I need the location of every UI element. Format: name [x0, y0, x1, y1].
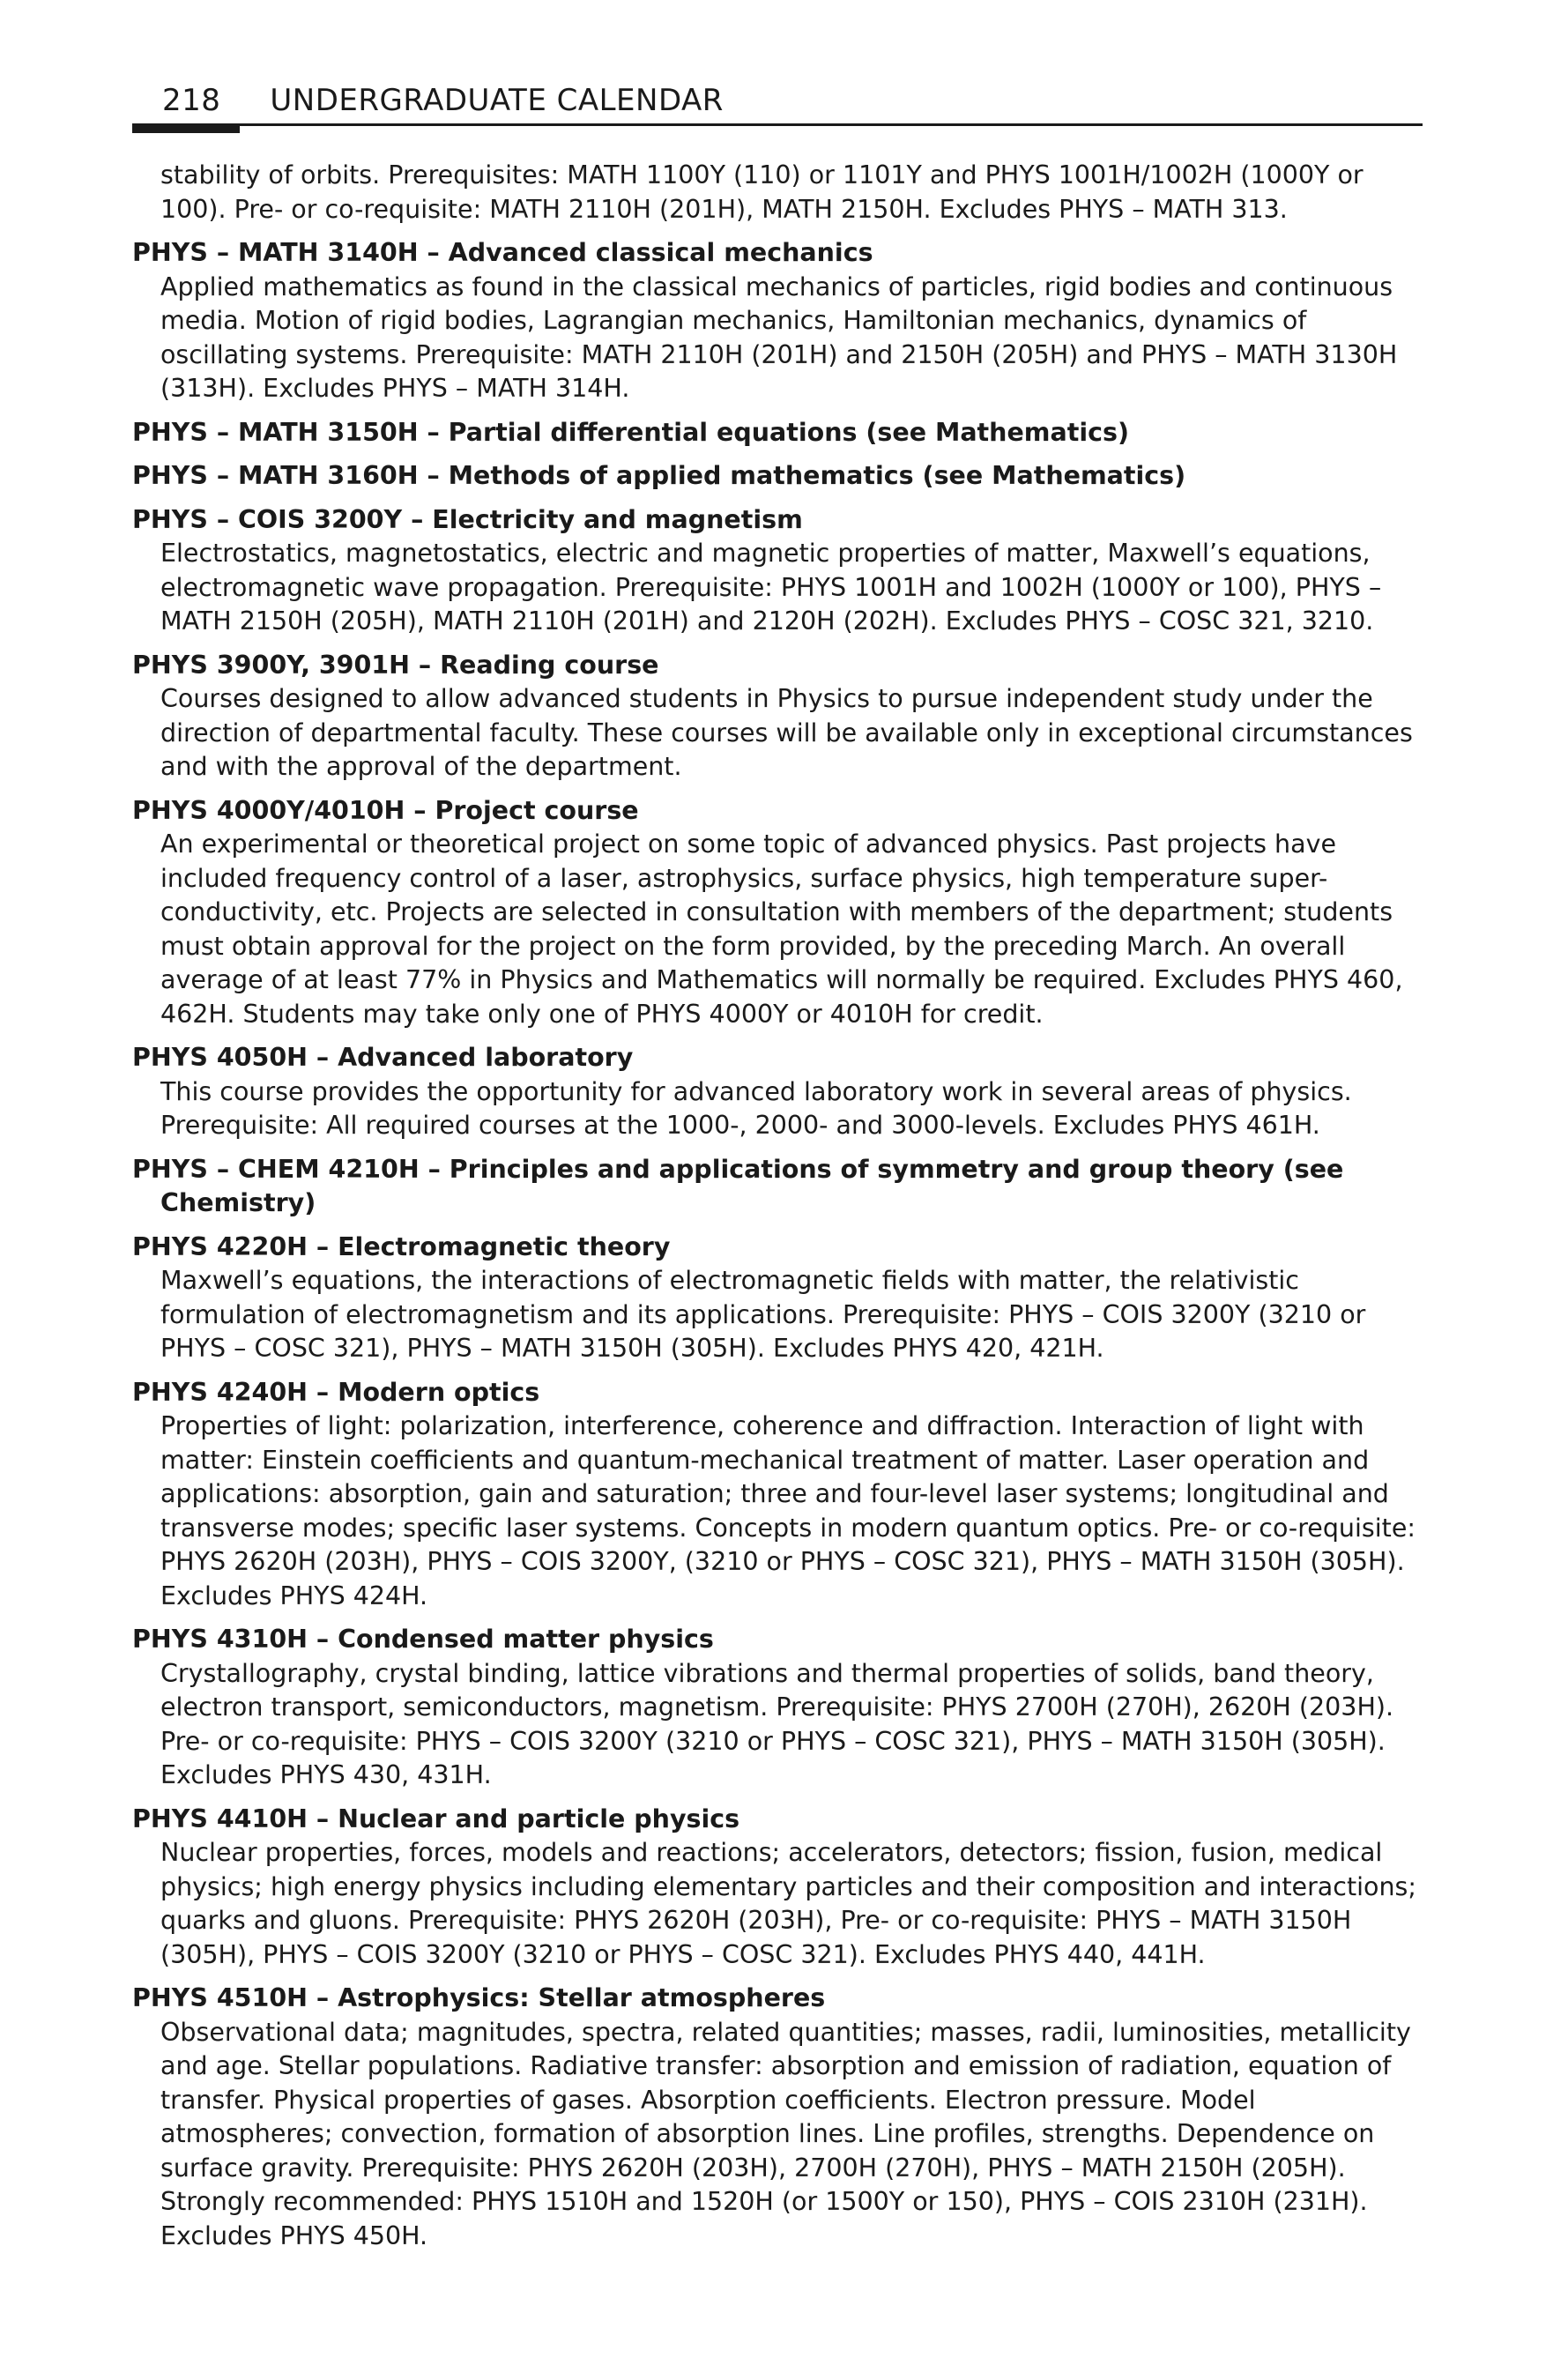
course-description: Properties of light: polarization, interference, coherence and diffraction. Interaction of light with matter: Einstein coefficients and quantum-mechanical treatment of matter. Laser operation and applications: absorption, gain and saturation; three and four-level laser systems; longitudinal and transverse modes; specific laser systems. Concepts in modern quantum optics. Pre- or co-requisite: PHYS 2620H (203H), PHYS – COIS 3200Y, (3210 or PHYS – COSC 321), PHYS – MATH 3150H (305H). Excludes PHYS 424H. [160, 1411, 1416, 1610]
course-description: Nuclear properties, forces, models and reactions; accelerators, detectors; fission, fusion, medical physics; high energy physics including elementary particles and their composition and interactions; quarks and gluons. Prerequisite: PHYS 2620H (203H), Pre- or co-requisite: PHYS – MATH 3150H (305H), PHYS – COIS 3200Y (3210 or PHYS – COSC 321). Excludes PHYS 440, 441H. [160, 1838, 1416, 1969]
course-entry [132, 1623, 1423, 1793]
course-description: An experimental or theoretical project on some topic of advanced physics. Past projects have included frequency control of a laser, astrophysics, surface physics, high temperature super-conductivity, etc. Projects are selected in consultation with members of the department; students must obtain approval for the project on the form provided, by the preceding March. An overall average of at least 77% in Physics and Mathematics will normally be required. Excludes PHYS 460, 462H. Students may take only one of PHYS 4000Y or 4010H for credit. [160, 829, 1403, 1029]
course-description: Crystallography, crystal binding, lattice vibrations and thermal properties of solids, band theory, electron transport, semiconductors, magnetism. Prerequisite: PHYS 2700H (270H), 2620H (203H). Pre- or co-requisite: PHYS – COIS 3200Y (3210 or PHYS – COSC 321), PHYS – MATH 3150H (305H). Excludes PHYS 430, 431H. [160, 1658, 1394, 1789]
course-title: PHYS – COIS 3200Y – Electricity and magnetism [132, 504, 803, 534]
course-title: PHYS 4050H – Advanced laboratory [132, 1043, 634, 1072]
course-entry [132, 1041, 1423, 1143]
course-entry [132, 794, 1423, 1032]
course-title: PHYS 4410H – Nuclear and particle physics [132, 1804, 740, 1833]
course-list [132, 236, 1423, 2253]
course-title: PHYS – MATH 3150H – Partial differential equations (see Mathematics) [132, 417, 1129, 447]
course-description: Courses designed to allow advanced students in Physics to pursue independent study under the direction of departmental faculty. These courses will be available only in exceptional circumstances and with the approval of the department. [160, 684, 1413, 781]
course-entry [132, 236, 1423, 406]
course-title: PHYS – MATH 3160H – Methods of applied mathematics (see Mathematics) [132, 461, 1186, 490]
course-entry [132, 416, 1423, 450]
course-title: PHYS 4510H – Astrophysics: Stellar atmospheres [132, 1983, 826, 2012]
course-entry [132, 1231, 1423, 1366]
course-description: Electrostatics, magnetostatics, electric and magnetic properties of matter, Maxwell’s equations, electromagnetic wave propagation. Prerequisite: PHYS 1001H and 1002H (1000Y or 100), PHYS – MATH 2150H (205H), MATH 2110H (201H) and 2120H (202H). Excludes PHYS – COSC 321, 3210. [160, 539, 1382, 636]
course-listing [132, 159, 1423, 2253]
course-title: PHYS 3900Y, 3901H – Reading course [132, 650, 659, 680]
course-entry [132, 1803, 1423, 1973]
header-rule [132, 123, 1423, 126]
course-description: Maxwell’s equations, the interactions of electromagnetic fields with matter, the relativistic formulation of electromagnetism and its applications. Prerequisite: PHYS – COIS 3200Y (3210 or PHYS – COSC 321), PHYS – MATH 3150H (305H). Excludes PHYS 420, 421H. [160, 1266, 1366, 1363]
running-head-title: UNDERGRADUATE CALENDAR [270, 83, 724, 118]
course-description: Applied mathematics as found in the classical mechanics of particles, rigid bodies and continuous media. Motion of rigid bodies, Lagrangian mechanics, Hamiltonian mechanics, dynamics of oscillating systems. Prerequisite: MATH 2110H (201H) and 2150H (205H) and PHYS – MATH 3130H (313H). Excludes PHYS – MATH 314H. [160, 271, 1398, 403]
course-title: PHYS 4240H – Modern optics [132, 1377, 540, 1407]
course-title: PHYS 4220H – Electromagnetic theory [132, 1231, 671, 1261]
course-title: PHYS – MATH 3140H – Advanced classical mechanics [132, 238, 873, 267]
course-entry [132, 459, 1423, 494]
course-title: PHYS – CHEM 4210H – Principles and applications of symmetry and group theory (see Chemistry) [132, 1154, 1344, 1217]
course-entry [132, 1982, 1423, 2253]
course-entry [132, 503, 1423, 639]
course-description: This course provides the opportunity for advanced laboratory work in several areas of physics. Prerequisite: All required courses at the 1000-, 2000- and 3000-levels. Excludes PHYS 461H. [160, 1076, 1352, 1140]
course-description: Observational data; magnitudes, spectra, related quantities; masses, radii, luminosities, metallicity and age. Stellar populations. Radiative transfer: absorption and emission of radiation, equation of transfer. Physical properties of gases. Absorption coefficients. Electron pressure. Model atmospheres; convection, formation of absorption lines. Line profiles, strengths. Dependence on surface gravity. Prerequisite: PHYS 2620H (203H), 2700H (270H), PHYS – MATH 2150H (205H). Strongly recommended: PHYS 1510H and 1520H (or 1500Y or 150), PHYS – COIS 2310H (231H). Excludes PHYS 450H. [160, 2017, 1411, 2250]
course-title: PHYS 4000Y/4010H – Project course [132, 795, 639, 825]
course-title: PHYS 4310H – Condensed matter physics [132, 1625, 714, 1654]
course-entry [132, 1376, 1423, 1614]
course-entry [132, 649, 1423, 785]
continuation-text: stability of orbits. Prerequisites: MATH 1100Y (110) or 1101Y and PHYS 1001H/1002H (1000Y or 100). Pre- or co-requisite: MATH 2110H (201H), MATH 2150H. Excludes PHYS – MATH 313. [160, 160, 1364, 224]
page-number: 218 [162, 83, 221, 118]
course-entry [132, 1153, 1423, 1221]
running-head [132, 79, 1423, 132]
calendar-page [132, 0, 1423, 2380]
running-head-text [162, 83, 724, 118]
header-bar-accent [132, 123, 240, 133]
